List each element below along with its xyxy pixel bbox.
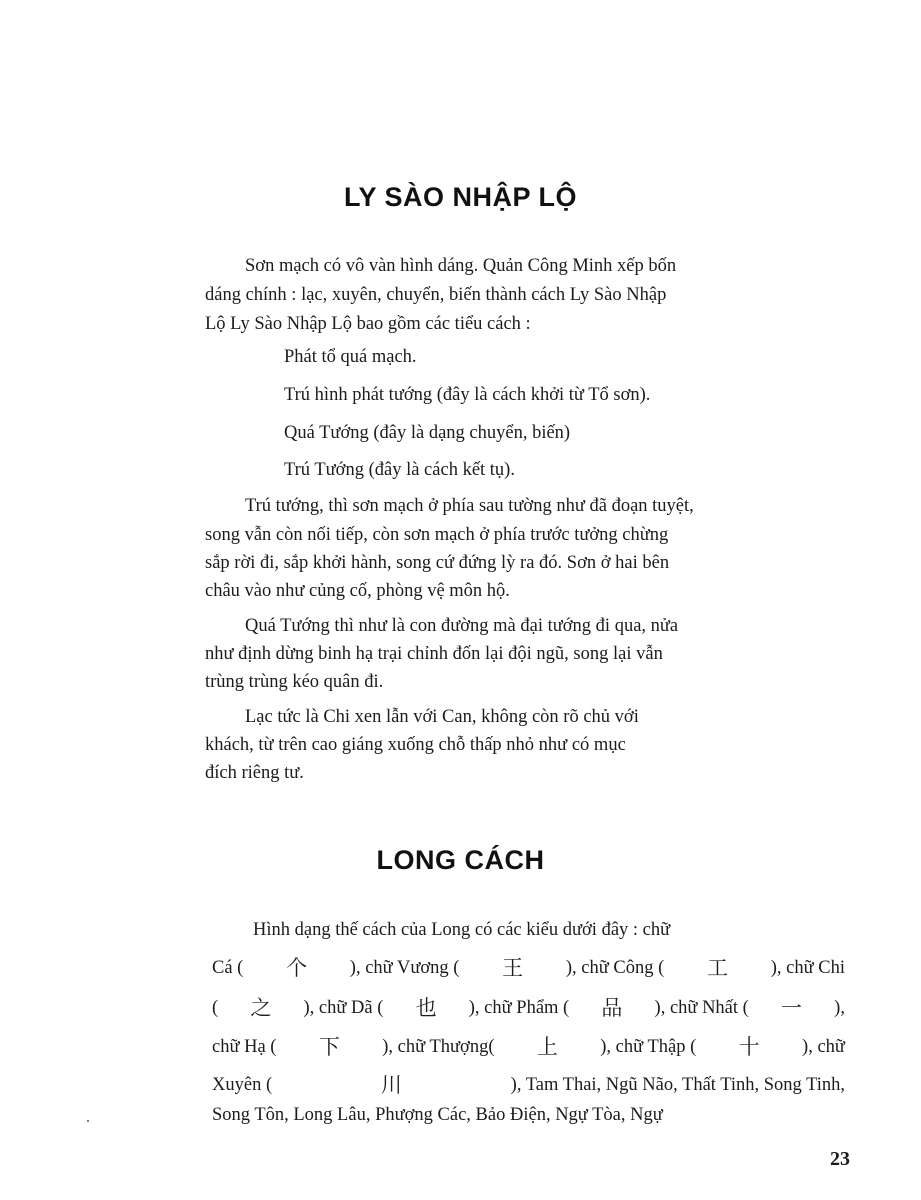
intro-line-1: Sơn mạch có vô vàn hình dáng. Quản Công Minh xếp bốn (245, 256, 677, 276)
paragraph-line: khách, từ trên cao giáng xuống chỗ thấp nhỏ như có mục (205, 735, 626, 755)
paragraph-line: Xuyên ( 川 ), Tam Thai, Ngũ Não, Thất Tinh, Song Tinh, (212, 1073, 845, 1097)
paragraph-line: sắp rời đi, sắp khởi hành, song cứ đứng lỳ ra đó. Sơn ở hai bên (205, 553, 670, 573)
list-item: Phát tổ quá mạch. (284, 347, 417, 367)
list-item: Quá Tướng (đây là dạng chuyển, biến) (284, 423, 571, 443)
chinese-char: 川 (380, 1073, 402, 1097)
paragraph-line: Song Tôn, Long Lâu, Phượng Các, Bảo Điện, Ngự Tòa, Ngự (212, 1105, 663, 1125)
paragraph-line: trùng trùng kéo quân đi. (205, 672, 384, 692)
intro-line-2: dáng chính : lạc, xuyên, chuyển, biến thành cách Ly Sào Nhập (205, 285, 667, 305)
paragraph-line: song vẫn còn nối tiếp, còn sơn mạch ở phía trước tưởng chừng (205, 525, 669, 545)
paragraph-line: Quá Tướng thì như là con đường mà đại tướng đi qua, nửa (245, 616, 679, 636)
paragraph-line: Cá ( 个 ), chữ Vương ( 王 ), chữ Công ( 工 ), chữ Chi (212, 956, 845, 980)
chinese-char: 工 (707, 956, 728, 980)
scan-speck (87, 1120, 89, 1122)
chinese-char: 也 (415, 996, 437, 1020)
intro-line-3: Lộ Ly Sào Nhập Lộ bao gồm các tiểu cách : (205, 314, 531, 334)
paragraph-line: Hình dạng thế cách của Long có các kiểu dưới đây : chữ (253, 920, 671, 940)
chinese-char: 十 (738, 1035, 760, 1059)
paragraph-line: như định dừng binh hạ trại chỉnh đốn lại đội ngũ, song lại vẫn (205, 644, 663, 664)
chinese-char: 上 (536, 1035, 558, 1059)
paragraph-line: chữ Hạ ( 下 ), chữ Thượng( 上 ), chữ Thập ( 十 ), chữ (212, 1035, 845, 1059)
section-title-long-cach: LONG CÁCH (376, 845, 545, 875)
paragraph-line: Lạc tức là Chi xen lẫn với Can, không còn rõ chủ với (245, 707, 639, 727)
chinese-char: 下 (318, 1035, 340, 1059)
chinese-char: 之 (250, 996, 272, 1020)
chinese-char: 品 (601, 996, 623, 1020)
paragraph-line: đích riêng tư. (205, 763, 304, 783)
chinese-char: 王 (502, 956, 524, 980)
paragraph-line: châu vào như củng cố, phòng vệ môn hộ. (205, 581, 510, 601)
list-item: Trú Tướng (đây là cách kết tụ). (284, 460, 515, 480)
section-title-ly-sao-nhap-lo: LY SÀO NHẬP LỘ (343, 182, 578, 212)
chinese-char: 个 (286, 956, 308, 980)
list-item: Trú hình phát tướng (đây là cách khởi từ Tổ sơn). (284, 385, 651, 405)
page-number: 23 (830, 1148, 850, 1170)
paragraph-line: Trú tướng, thì sơn mạch ở phía sau tường như đã đoạn tuyệt, (245, 496, 694, 516)
paragraph-line: ( 之 ), chữ Dã ( 也 ), chữ Phẩm ( 品 ), chữ Nhất ( 一 ), (212, 996, 845, 1020)
chinese-char: 一 (781, 996, 802, 1020)
